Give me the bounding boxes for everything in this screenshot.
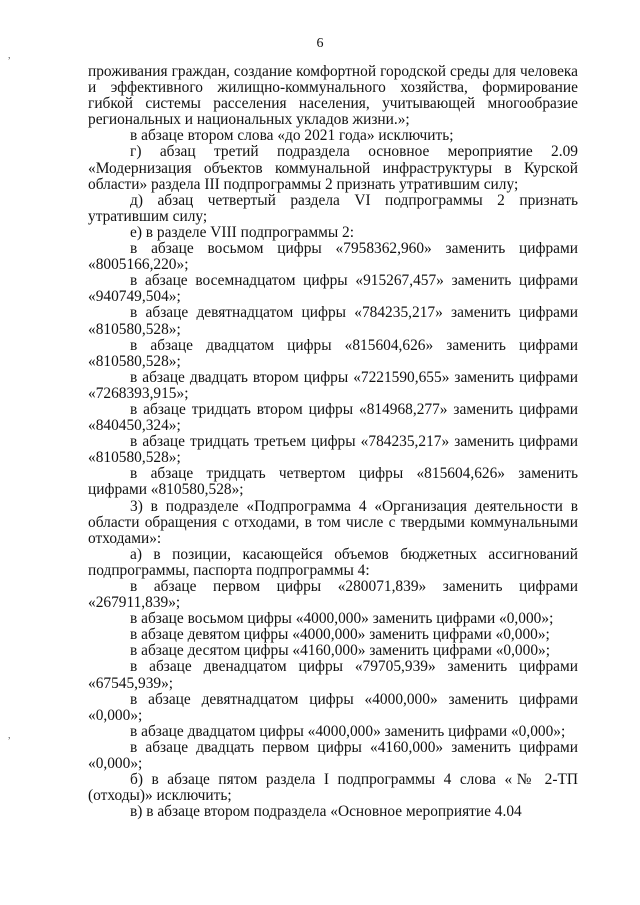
- paragraph: в абзаце восемнадцатом цифры «915267,457» заменить цифрами «940749,504»;: [88, 272, 578, 306]
- page-number: 6: [316, 36, 324, 51]
- paragraph: в абзаце восьмом цифры «7958362,960» заменить цифрами «8005166,220»;: [88, 240, 578, 274]
- margin-mark: ,: [8, 730, 11, 741]
- paragraph: 3) в подразделе «Подпрограмма 4 «Организация деятельности в области обращения с отходами, в том числе с твердыми коммунальными отходами»:: [88, 497, 578, 547]
- document-body: [88, 64, 578, 820]
- paragraph: а) в позиции, касающейся объемов бюджетных ассигнований подпрограммы, паспорта подпрограммы 4:: [88, 545, 578, 579]
- paragraph: д) абзац четвертый раздела VI подпрограммы 2 признать утратившим силу;: [88, 191, 578, 225]
- paragraph: в абзаце двенадцатом цифры «79705,939» заменить цифрами «67545,939»;: [88, 658, 578, 692]
- paragraph: в абзаце тридцать четвертом цифры «815604,626» заменить цифрами «810580,528»;: [88, 465, 578, 499]
- paragraph: в абзаце двадцатом цифры «815604,626» заменить цифрами «810580,528»;: [88, 336, 578, 370]
- paragraph: в абзаце девятнадцатом цифры «784235,217» заменить цифрами «810580,528»;: [88, 304, 578, 338]
- paragraph: в абзаце двадцатом цифры «4000,000» заменить цифрами «0,000»;: [130, 722, 566, 740]
- paragraph: е) в разделе VIII подпрограммы 2:: [130, 223, 355, 241]
- paragraph: проживания граждан, создание комфортной городской среды для человека и эффективного жилищно-коммунального хозяйства, формирование гибкой системы расселения населения, учитывающей многообразие региональных и национальных укладов жизни.»;: [88, 63, 578, 129]
- paragraph: в абзаце тридцать третьем цифры «784235,217» заменить цифрами «810580,528»;: [88, 433, 578, 467]
- paragraph: в абзаце восьмом цифры «4000,000» заменить цифрами «0,000»;: [130, 610, 554, 628]
- paragraph: в абзаце девятом цифры «4000,000» заменить цифрами «0,000»;: [130, 626, 550, 644]
- paragraph: в) в абзаце втором подраздела «Основное мероприятие 4.04: [130, 803, 522, 821]
- margin-mark: ,: [8, 50, 11, 61]
- paragraph: в абзаце тридцать втором цифры «814968,277» заменить цифрами «840450,324»;: [88, 400, 578, 435]
- paragraph: г) абзац третий подраздела основное мероприятие 2.09 «Модернизация объектов коммунальной инфраструктуры в Курской области» раздела III подпрограммы 2 признать утратившим силу;: [88, 143, 578, 193]
- paragraph: в абзаце втором слова «до 2021 года» исключить;: [130, 127, 454, 145]
- paragraph: б) в абзаце пятом раздела I подпрограммы 4 слова «№ 2-ТП (отходы)» исключить;: [88, 771, 578, 805]
- paragraph: в абзаце двадцать первом цифры «4160,000» заменить цифрами «0,000»;: [88, 738, 578, 773]
- paragraph: в абзаце первом цифры «280071,839» заменить цифрами «267911,839»;: [88, 578, 578, 612]
- paragraph: в абзаце десятом цифры «4160,000» заменить цифрами «0,000»;: [130, 642, 550, 660]
- paragraph: в абзаце двадцать втором цифры «7221590,655» заменить цифрами «7268393,915»;: [88, 368, 578, 402]
- paragraph: в абзаце девятнадцатом цифры «4000,000» заменить цифрами «0,000»;: [88, 690, 578, 724]
